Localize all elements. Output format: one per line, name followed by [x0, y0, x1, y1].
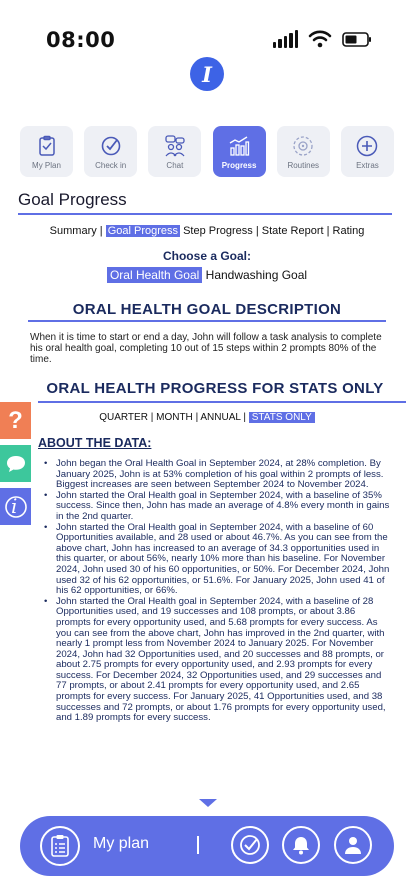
divider: [197, 836, 199, 854]
checkmark-circle-icon: [238, 833, 262, 857]
my-plan-button[interactable]: [40, 826, 80, 866]
tab-progress[interactable]: [213, 126, 266, 177]
subnav-state-report[interactable]: State Report: [261, 225, 324, 237]
progress-subnav: Summary | Goal Progress Step Progress | State Report | Rating: [49, 225, 365, 237]
chat-bubble-icon: [5, 454, 27, 474]
tab-chat[interactable]: [148, 126, 201, 177]
wifi-icon: [308, 30, 332, 48]
scroll-down-arrow-icon[interactable]: [199, 799, 217, 807]
tab-label: My Plan: [32, 160, 61, 170]
stats-only[interactable]: STATS ONLY: [249, 412, 315, 423]
question-mark-icon: ?: [8, 406, 23, 434]
stats-quarter[interactable]: QUARTER: [99, 412, 148, 423]
page-title: Goal Progress: [18, 190, 127, 209]
goal-oral-health[interactable]: Oral Health Goal: [107, 267, 202, 283]
stats-period-nav: QUARTER | MONTH | ANNUAL | STATS ONLY: [0, 412, 414, 423]
plus-circle-icon: [355, 134, 379, 158]
subnav-rating[interactable]: Rating: [332, 225, 365, 237]
divider: [18, 213, 392, 215]
subnav-summary[interactable]: Summary: [49, 225, 97, 237]
tab-routines[interactable]: [277, 126, 330, 177]
tab-check-in[interactable]: [84, 126, 137, 177]
goal-handwashing[interactable]: Handwashing Goal: [205, 268, 308, 282]
description-heading: ORAL HEALTH GOAL DESCRIPTION: [72, 301, 342, 318]
subnav-step-progress[interactable]: Step Progress: [183, 225, 253, 237]
choose-goal-label: Choose a Goal:: [162, 249, 251, 263]
stats-month[interactable]: MONTH: [156, 412, 193, 423]
tab-extras[interactable]: [341, 126, 394, 177]
stats-heading: ORAL HEALTH PROGRESS FOR STATS ONLY: [46, 380, 384, 397]
notifications-button[interactable]: [282, 826, 320, 864]
checkmark-circle-icon: [99, 134, 123, 158]
tab-my-plan[interactable]: [20, 126, 73, 177]
about-heading: ABOUT THE DATA:: [38, 436, 152, 450]
tab-label: Routines: [287, 160, 320, 170]
bell-icon: [290, 834, 312, 856]
help-button[interactable]: [0, 402, 31, 439]
subnav-goal-progress[interactable]: Goal Progress: [107, 225, 179, 237]
info-letter: i: [11, 494, 18, 518]
cellular-signal-icon: [273, 30, 299, 48]
tab-label: Extras: [356, 160, 379, 170]
clipboard-check-icon: [35, 134, 59, 158]
info-button[interactable]: [0, 488, 31, 525]
bottom-nav-bar: [20, 816, 394, 876]
tab-label: Chat: [166, 160, 184, 170]
profile-button[interactable]: [334, 826, 372, 864]
status-time: 08:00: [46, 28, 116, 52]
chat-people-icon: [163, 134, 187, 158]
list-item: • John began the Oral Health Goal in September 2024, at 28% completion. By January 2025, John is at 53% completion of his goal within 2 prompts of less. Biggest increases are seen between September 2024 to November 2024.: [42, 459, 390, 491]
chat-button[interactable]: [0, 445, 31, 482]
list-item: • John started the Oral Health goal in September 2024, with a baseline of 35% success. Since then, John has made an average of 4.8% every month in gains in the 2nd quarter.: [42, 491, 390, 523]
goal-selector: [0, 268, 414, 282]
routine-gear-icon: [291, 134, 315, 158]
stats-annual[interactable]: ANNUAL: [200, 412, 241, 423]
app-logo: I: [190, 57, 224, 91]
tab-label: Check in: [95, 160, 127, 170]
list-item: • John started the Oral Health goal in September 2024, with a baseline of 60 Opportunities available, and 28 used or about 46.7%. As you can see from the above chart, John has increased to an average of 34.3 opportunities used in this quarter, or about 56%, nearly 10% more than his baseline. For November 2024, John used 30 of his 60 opportunities, or 50%. For December 2024, John used 32 of his 62 opportunities, or 51.6%. For January 2025, John used 41 of his 62 opportunities, or 66%.: [42, 523, 390, 597]
divider: [28, 320, 386, 322]
divider: [38, 401, 406, 403]
clipboard-list-icon: [49, 834, 71, 858]
main-tabs: [20, 126, 394, 178]
about-list: [42, 459, 390, 724]
tab-label: Progress: [221, 160, 257, 170]
check-in-button[interactable]: [231, 826, 269, 864]
my-plan-label[interactable]: My plan: [93, 835, 150, 852]
user-icon: [342, 834, 364, 856]
goal-description: When it is time to start or end a day, John will follow a task analysis to complete his oral health goal, completing 10 out of 15 steps within 2 prompts 80% of the time.: [30, 332, 382, 365]
battery-icon: [342, 32, 372, 47]
bar-chart-icon: [227, 134, 251, 158]
status-icons: [273, 30, 373, 48]
list-item: • John started the Oral Health goal in September 2024, with a baseline of 28 Opportunities used, and 19 successes and 108 prompts, or about 3.86 prompts for every opportunity used, and 5.68 prompts for every success. As you can see from the above chart, John has improved in the 2nd quarter, with nearly 1 prompt less from November 2024 to January 2025. For November 2024, John had 32 Opportunities used, and 20 successes and 88 prompts, or about 2.75 prompts for every opportunity used, and 2.93 prompts for every success. For December 2024, 32 Opportunities used, and 29 successes and 77 prompts, or about 2.41 prompts for every opportunity used, and 2.65 prompts for every success. For January 2025, 41 Opportunities used, and 38 successes and 72 prompts, or about 1.76 prompts for every opportunity used, and 1.89 prompts for every success.: [42, 597, 390, 724]
